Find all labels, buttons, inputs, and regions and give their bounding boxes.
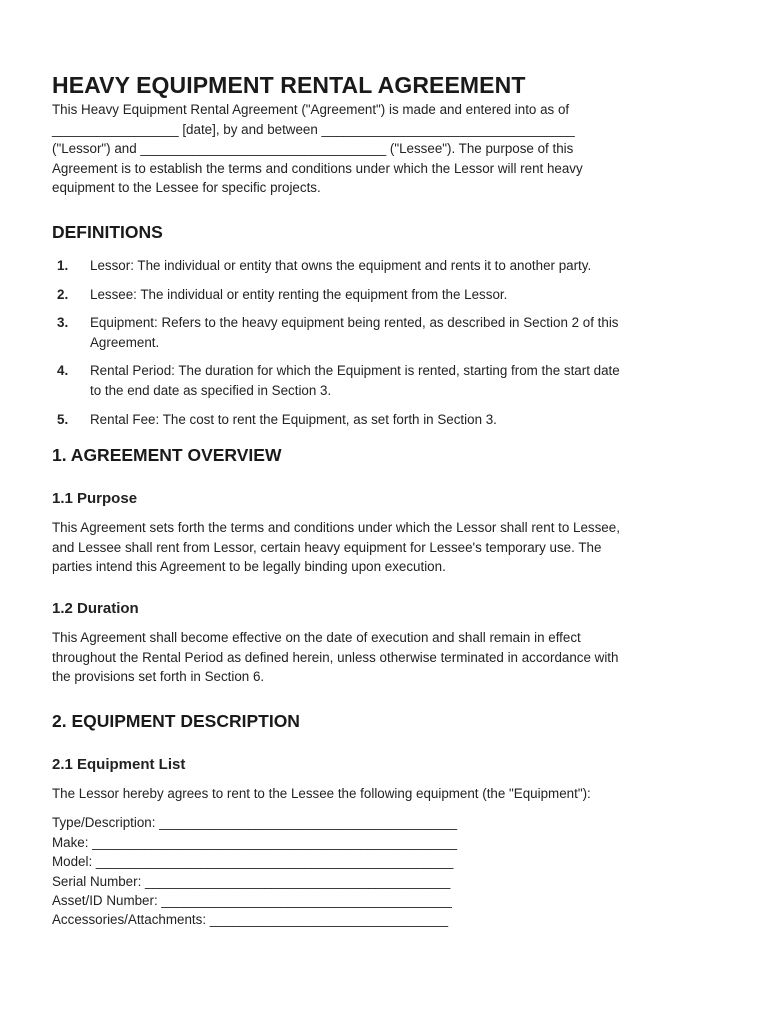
field-accessories-attachments: Accessories/Attachments: ________________________________ bbox=[52, 912, 449, 928]
paragraph-line: This Agreement shall become effective on the date of execution and shall remain in effect bbox=[52, 629, 581, 645]
definition-number: 1. bbox=[57, 257, 69, 273]
definition-item bbox=[52, 313, 712, 352]
field-type-description: Type/Description: ________________________________________ bbox=[52, 815, 458, 831]
intro-paragraph bbox=[52, 100, 712, 198]
document-content bbox=[52, 70, 712, 930]
intro-line: This Heavy Equipment Rental Agreement ("Agreement") is made and entered into as of bbox=[52, 102, 570, 117]
field-serial-number: Serial Number: _________________________________________ bbox=[52, 873, 451, 889]
document-title: HEAVY EQUIPMENT RENTAL AGREEMENT bbox=[52, 72, 526, 98]
field-make: Make: _________________________________________________ bbox=[52, 834, 458, 850]
intro-line: equipment to the Lessee for specific projects. bbox=[52, 180, 321, 196]
definition-text: Lessor: The individual or entity that owns the equipment and rents it to another party. bbox=[90, 257, 592, 273]
field-model: Model: ________________________________________________ bbox=[52, 854, 454, 870]
paragraph-line: and Lessee shall rent from Lessor, certain heavy equipment for Lessee's temporary use. The bbox=[52, 539, 602, 555]
section-2-heading: 2. EQUIPMENT DESCRIPTION bbox=[52, 710, 300, 731]
paragraph-line: the provisions set forth in Section 6. bbox=[52, 669, 265, 685]
paragraph-line: This Agreement sets forth the terms and conditions under which the Lessor shall rent to Lessee, bbox=[52, 520, 620, 536]
definition-text: to the end date as specified in Section 3. bbox=[90, 382, 332, 398]
intro-line: ("Lessor") and _________________________________ ("Lessee"). The purpose of this bbox=[52, 141, 574, 157]
intro-line: Agreement is to establish the terms and conditions under which the Lessor will rent heavy bbox=[52, 160, 583, 176]
definition-number: 3. bbox=[57, 315, 69, 331]
definition-text: Lessee: The individual or entity renting the equipment from the Lessor. bbox=[90, 286, 508, 302]
intro-line: _________________ [date], by and between __________________________________ bbox=[52, 121, 575, 137]
definitions-list bbox=[52, 256, 712, 429]
section-1-heading: 1. AGREEMENT OVERVIEW bbox=[52, 445, 282, 466]
definition-text: Agreement. bbox=[90, 334, 160, 350]
duration-paragraph bbox=[52, 628, 712, 687]
section-1-1-heading: 1.1 Purpose bbox=[52, 490, 138, 508]
definition-number: 4. bbox=[57, 363, 69, 379]
definition-text: Equipment: Refers to the heavy equipment being rented, as described in Section 2 of this bbox=[90, 315, 619, 331]
definition-item bbox=[52, 285, 712, 305]
definition-item bbox=[52, 361, 712, 400]
purpose-paragraph bbox=[52, 518, 712, 577]
paragraph-line: parties intend this Agreement to be legally binding upon execution. bbox=[52, 559, 446, 575]
section-2-1-heading: 2.1 Equipment List bbox=[52, 755, 186, 773]
paragraph-line: throughout the Rental Period as defined herein, unless otherwise terminated in accordance with bbox=[52, 649, 619, 665]
definition-item bbox=[52, 256, 712, 276]
definition-item bbox=[52, 410, 712, 430]
definition-number: 2. bbox=[57, 286, 69, 302]
equipment-fields bbox=[52, 813, 712, 929]
section-1-2-heading: 1.2 Duration bbox=[52, 599, 139, 617]
equipment-list-intro: The Lessor hereby agrees to rent to the Lessee the following equipment (the "Equipment"): bbox=[52, 785, 591, 801]
definition-text: Rental Fee: The cost to rent the Equipment, as set forth in Section 3. bbox=[90, 411, 497, 427]
definition-number: 5. bbox=[57, 411, 69, 427]
field-asset-id-number: Asset/ID Number: _______________________________________ bbox=[52, 892, 452, 908]
definition-text: Rental Period: The duration for which the Equipment is rented, starting from the start date bbox=[90, 363, 620, 379]
definitions-heading: DEFINITIONS bbox=[52, 221, 163, 242]
